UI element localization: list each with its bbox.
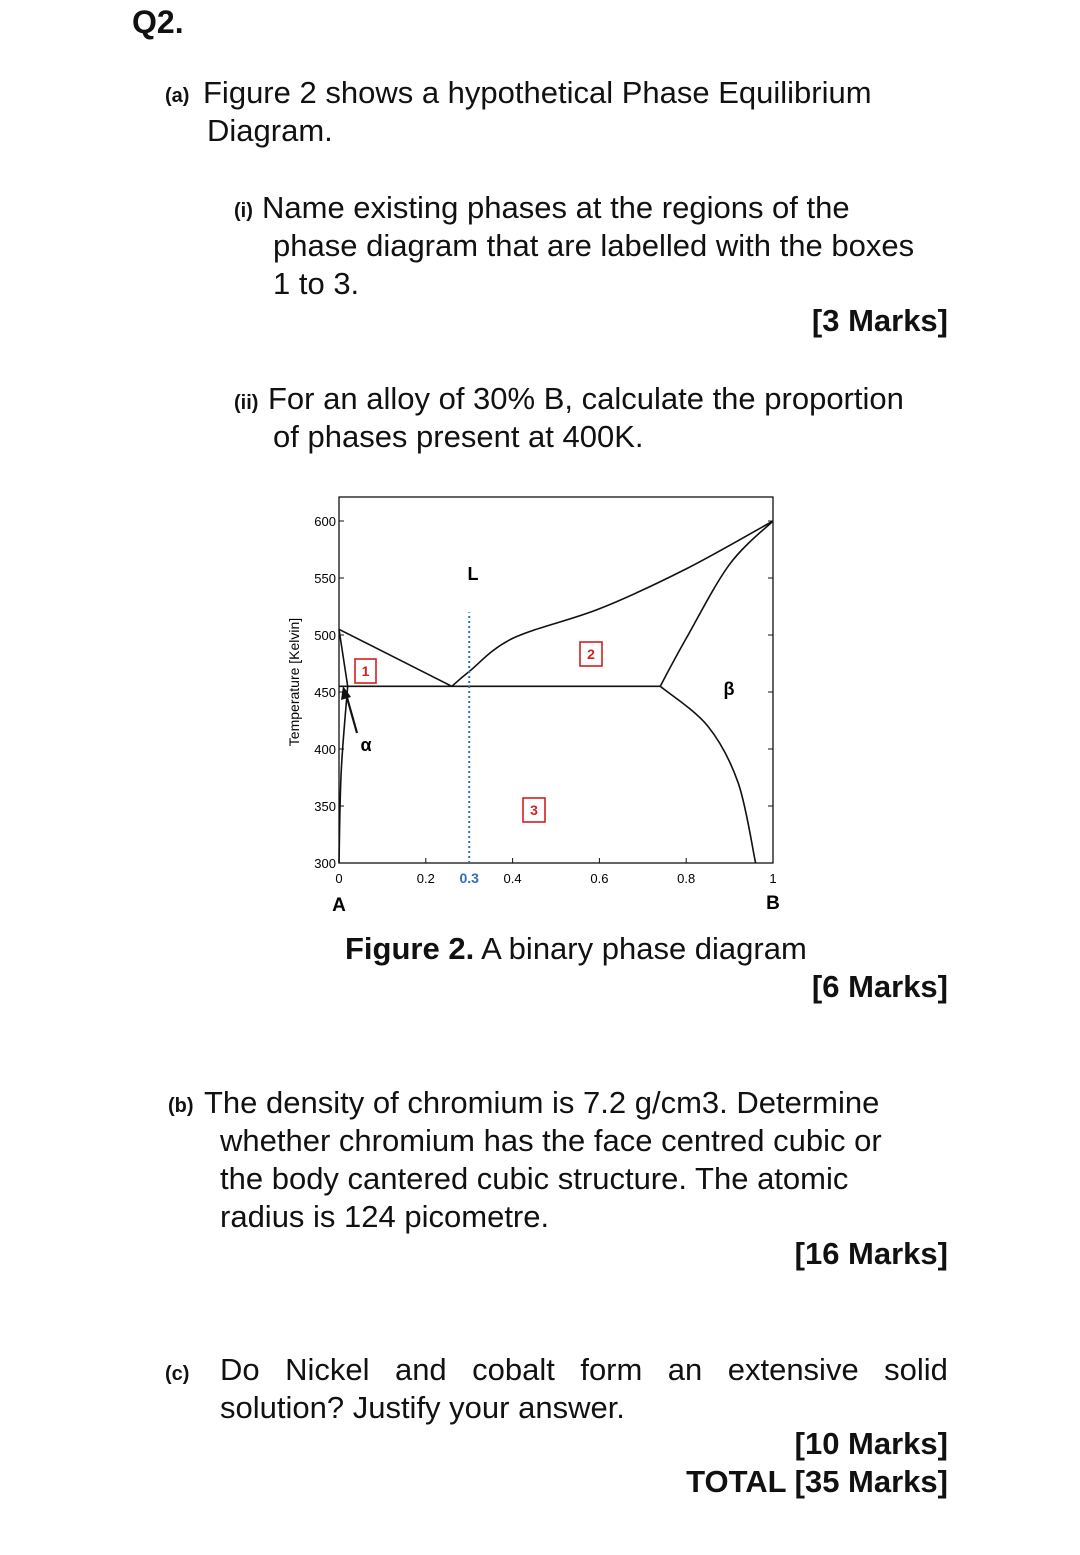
part-c-word: solid bbox=[884, 1352, 948, 1387]
part-b-tag: (b) bbox=[168, 1095, 194, 1117]
figure-caption-bold: Figure 2. bbox=[345, 931, 475, 966]
part-c-word: Do bbox=[220, 1352, 260, 1387]
y-tick-label: 300 bbox=[314, 856, 336, 871]
y-tick-label: 500 bbox=[314, 628, 336, 643]
question-number: Q2. bbox=[132, 4, 184, 40]
x-tick-label: 0.4 bbox=[503, 871, 522, 886]
y-tick-label: 550 bbox=[314, 571, 336, 586]
part-b-line2: whether chromium has the face centred cubic or bbox=[220, 1123, 882, 1158]
figure-caption bbox=[345, 931, 807, 967]
part-a-ii-line2: of phases present at 400K. bbox=[273, 419, 644, 454]
beta-solvus bbox=[660, 686, 755, 863]
y-tick-label: 450 bbox=[314, 685, 336, 700]
phase-diagram bbox=[270, 480, 800, 920]
plot-frame bbox=[339, 497, 773, 863]
x-tick-label-highlight: 0.3 bbox=[459, 870, 479, 886]
part-c-tag: (c) bbox=[165, 1363, 190, 1385]
alpha-label: α bbox=[360, 735, 372, 755]
liquidus-b-side bbox=[452, 521, 773, 686]
beta-label: β bbox=[723, 679, 735, 699]
alpha-arrow-line bbox=[346, 694, 357, 733]
x-tick-label: 1 bbox=[769, 871, 777, 886]
part-b-line3: the body cantered cubic structure. The atomic bbox=[220, 1161, 849, 1196]
part-a-i-line3: 1 to 3. bbox=[273, 266, 360, 301]
box-1 bbox=[355, 659, 376, 683]
x-tick-label: 0 bbox=[335, 871, 343, 886]
part-c-word: and bbox=[394, 1352, 447, 1387]
part-c-line1 bbox=[220, 1351, 948, 1389]
part-a-line1: Figure 2 shows a hypothetical Phase Equilibrium bbox=[203, 75, 872, 110]
y-tick-label: 350 bbox=[314, 799, 336, 814]
part-c-marks: [10 Marks] bbox=[794, 1426, 948, 1461]
part-a-ii-marks: [6 Marks] bbox=[811, 969, 948, 1004]
box-3-label: 3 bbox=[530, 802, 538, 818]
alpha-solidus bbox=[339, 629, 348, 686]
part-a-i-marks: [3 Marks] bbox=[811, 303, 948, 338]
box-3 bbox=[523, 798, 545, 822]
total-marks: TOTAL [35 Marks] bbox=[686, 1464, 948, 1499]
part-a-tag: (a) bbox=[165, 85, 190, 107]
phase-boundaries bbox=[339, 521, 773, 863]
box-2-label: 2 bbox=[587, 646, 595, 662]
end-label-a: A bbox=[332, 895, 346, 916]
y-axis-label: Temperature [Kelvin] bbox=[286, 617, 302, 747]
axis-ticks bbox=[314, 514, 776, 886]
part-c-word: extensive bbox=[727, 1352, 859, 1387]
part-a-i-line1: Name existing phases at the regions of the bbox=[262, 190, 850, 225]
box-2 bbox=[580, 642, 602, 666]
part-b-line4: radius is 124 picometre. bbox=[220, 1199, 550, 1234]
y-tick-label: 400 bbox=[314, 742, 336, 757]
beta-solidus bbox=[660, 521, 773, 686]
part-a-line2: Diagram. bbox=[207, 113, 333, 148]
part-b-marks: [16 Marks] bbox=[794, 1236, 948, 1271]
figure-caption-text: A binary phase diagram bbox=[474, 931, 807, 966]
part-c-word: form bbox=[580, 1352, 643, 1387]
alpha-solvus bbox=[339, 686, 348, 863]
part-c-word: an bbox=[667, 1352, 703, 1387]
part-a-i-tag: (i) bbox=[234, 200, 253, 222]
part-c-word: cobalt bbox=[472, 1352, 555, 1387]
part-a-ii-tag: (ii) bbox=[234, 392, 259, 414]
x-tick-label: 0.6 bbox=[590, 871, 609, 886]
part-b-line1: The density of chromium is 7.2 g/cm3. Determine bbox=[204, 1085, 880, 1120]
part-c-word: Nickel bbox=[285, 1352, 370, 1387]
x-tick-label: 0.8 bbox=[677, 871, 696, 886]
alpha-arrow-head bbox=[341, 686, 351, 700]
end-label-b: B bbox=[766, 893, 780, 914]
x-tick-label: 0.2 bbox=[416, 871, 435, 886]
y-tick-label: 600 bbox=[314, 514, 336, 529]
part-a-ii-line1: For an alloy of 30% B, calculate the proportion bbox=[268, 381, 904, 416]
box-1-label: 1 bbox=[361, 663, 370, 679]
part-a-i-line2: phase diagram that are labelled with the boxes bbox=[273, 228, 915, 263]
part-c-line2: solution? Justify your answer. bbox=[220, 1390, 625, 1425]
liquid-label: L bbox=[467, 564, 479, 584]
